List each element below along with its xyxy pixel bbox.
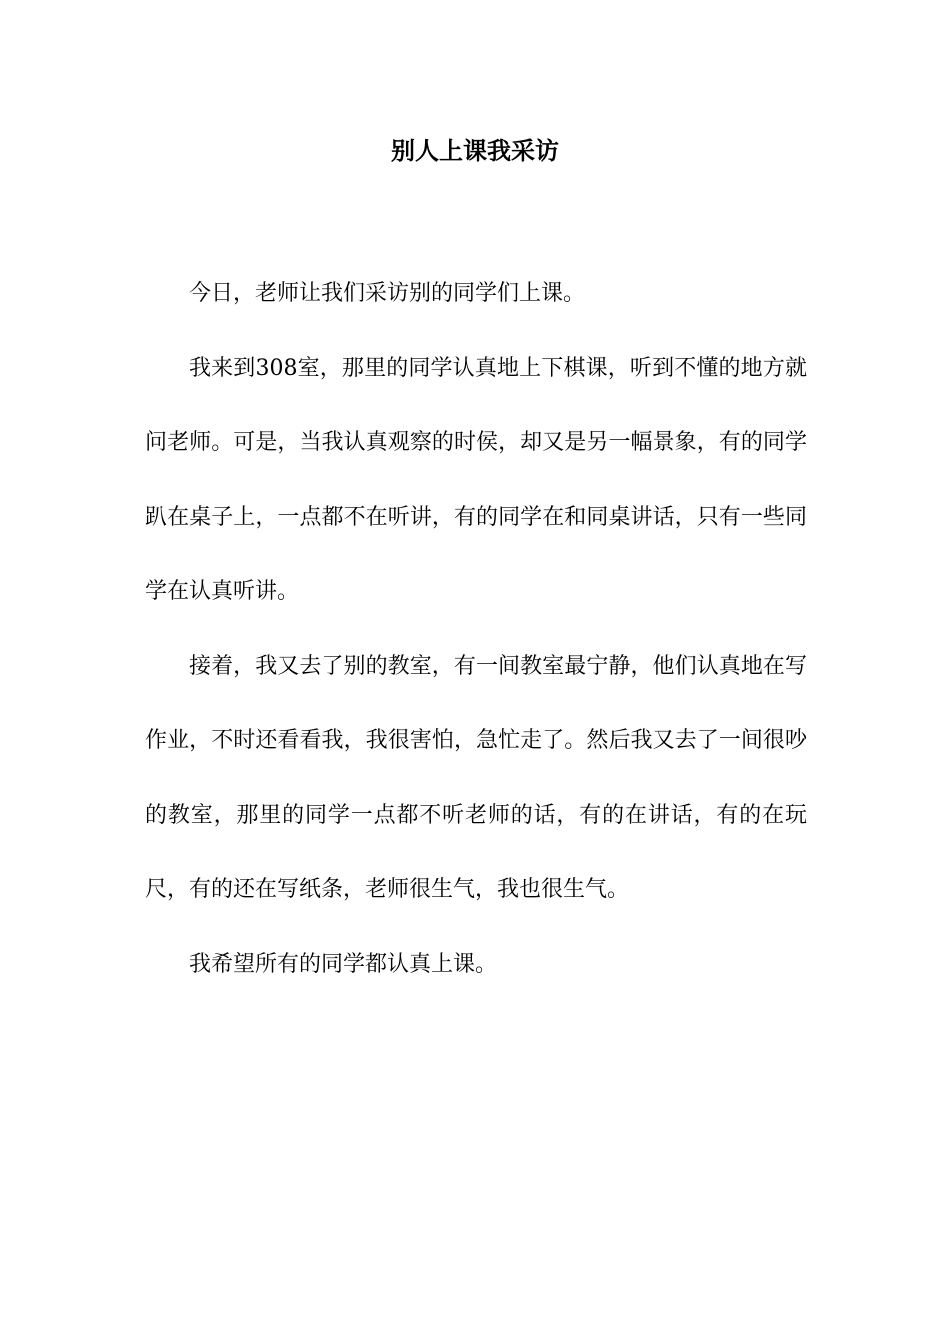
document-body [145, 257, 807, 1002]
paragraph-2: 我来到308室，那里的同学认真地上下棋课，听到不懂的地方就问老师。可是，当我认真观察的时侯，却又是另一幅景象，有的同学趴在桌子上，一点都不在听讲，有的同学在和同桌讲话，只有一些同学在认真听讲。 [145, 355, 807, 604]
document-title: 别人上课我采访 [391, 136, 559, 165]
paragraph-3: 接着，我又去了别的教室，有一间教室最宁静，他们认真地在写作业，不时还看看我，我很害怕，急忙走了。然后我又去了一间很吵的教室，那里的同学一点都不听老师的话，有的在讲话，有的在玩尺，有的还在写纸条，老师很生气，我也很生气。 [145, 653, 807, 902]
paragraph-4: 我希望所有的同学都认真上课。 [189, 951, 498, 977]
paragraph-1: 今日，老师让我们采访别的同学们上课。 [189, 281, 586, 306]
